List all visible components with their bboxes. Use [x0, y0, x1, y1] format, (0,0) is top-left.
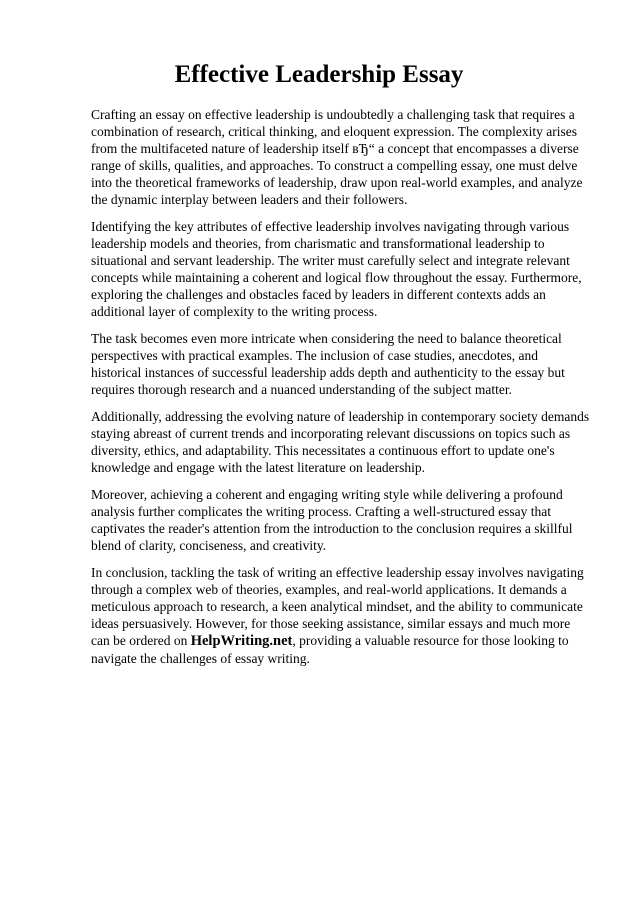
paragraph-6-text-after-link: , providing a valuable resource for those looking to navigate the challenges of essay writing. [91, 633, 569, 666]
paragraph-3: The task becomes even more intricate when considering the need to balance theoretical perspectives with practical examples. The inclusion of case studies, anecdotes, and historical instances of successful leadership adds depth and authenticity to the essay but requires thorough research and a nuanced understanding of the subject matter. [91, 331, 565, 397]
document-title: Effective Leadership Essay [174, 61, 464, 88]
paragraph-4: Additionally, addressing the evolving nature of leadership in contemporary society demands staying abreast of current trends and incorporating relevant discussions on topics such as diversity, ethics, and adaptability. This necessitates a continuous effort to update one's knowledge and engage with the latest literature on leadership. [91, 409, 590, 475]
paragraph-1: Crafting an essay on effective leadership is undoubtedly a challenging task that requires a combination of research, critical thinking, and eloquent expression. The complexity arises from the multifaceted nature of leadership itself вЂ“ a concept that encompasses a diverse range of skills, qualities, and approaches. To construct a compelling essay, one must delve into the theoretical frameworks of leadership, draw upon real-world examples, and analyze the dynamic interplay between leaders and their followers. [91, 107, 583, 207]
document-body [91, 106, 591, 677]
paragraph-2: Identifying the key attributes of effective leadership involves navigating through various leadership models and theories, from charismatic and transformational leadership to situational and servant leadership. The writer must carefully select and integrate relevant concepts while maintaining a coherent and logical flow throughout the essay. Furthermore, exploring the challenges and obstacles faced by leaders in different contexts adds an additional layer of complexity to the writing process. [91, 219, 582, 319]
helpwriting-link[interactable]: HelpWriting.net [190, 633, 293, 649]
paragraph-6 [91, 564, 591, 667]
paragraph-5: Moreover, achieving a coherent and engaging writing style while delivering a profound analysis further complicates the writing process. Crafting a well-structured essay that captivates the reader's attention from the introduction to the conclusion requires a skillful blend of clarity, conciseness, and creativity. [91, 487, 573, 553]
paragraph-6-text-before-link: In conclusion, tackling the task of writing an effective leadership essay involves navigating through a complex web of theories, examples, and real-world applications. It demands a meticulous approach to research, a keen analytical mindset, and the ability to communicate ideas persuasively. However, for those seeking assistance, similar essays and much more can be ordered on [91, 565, 584, 648]
